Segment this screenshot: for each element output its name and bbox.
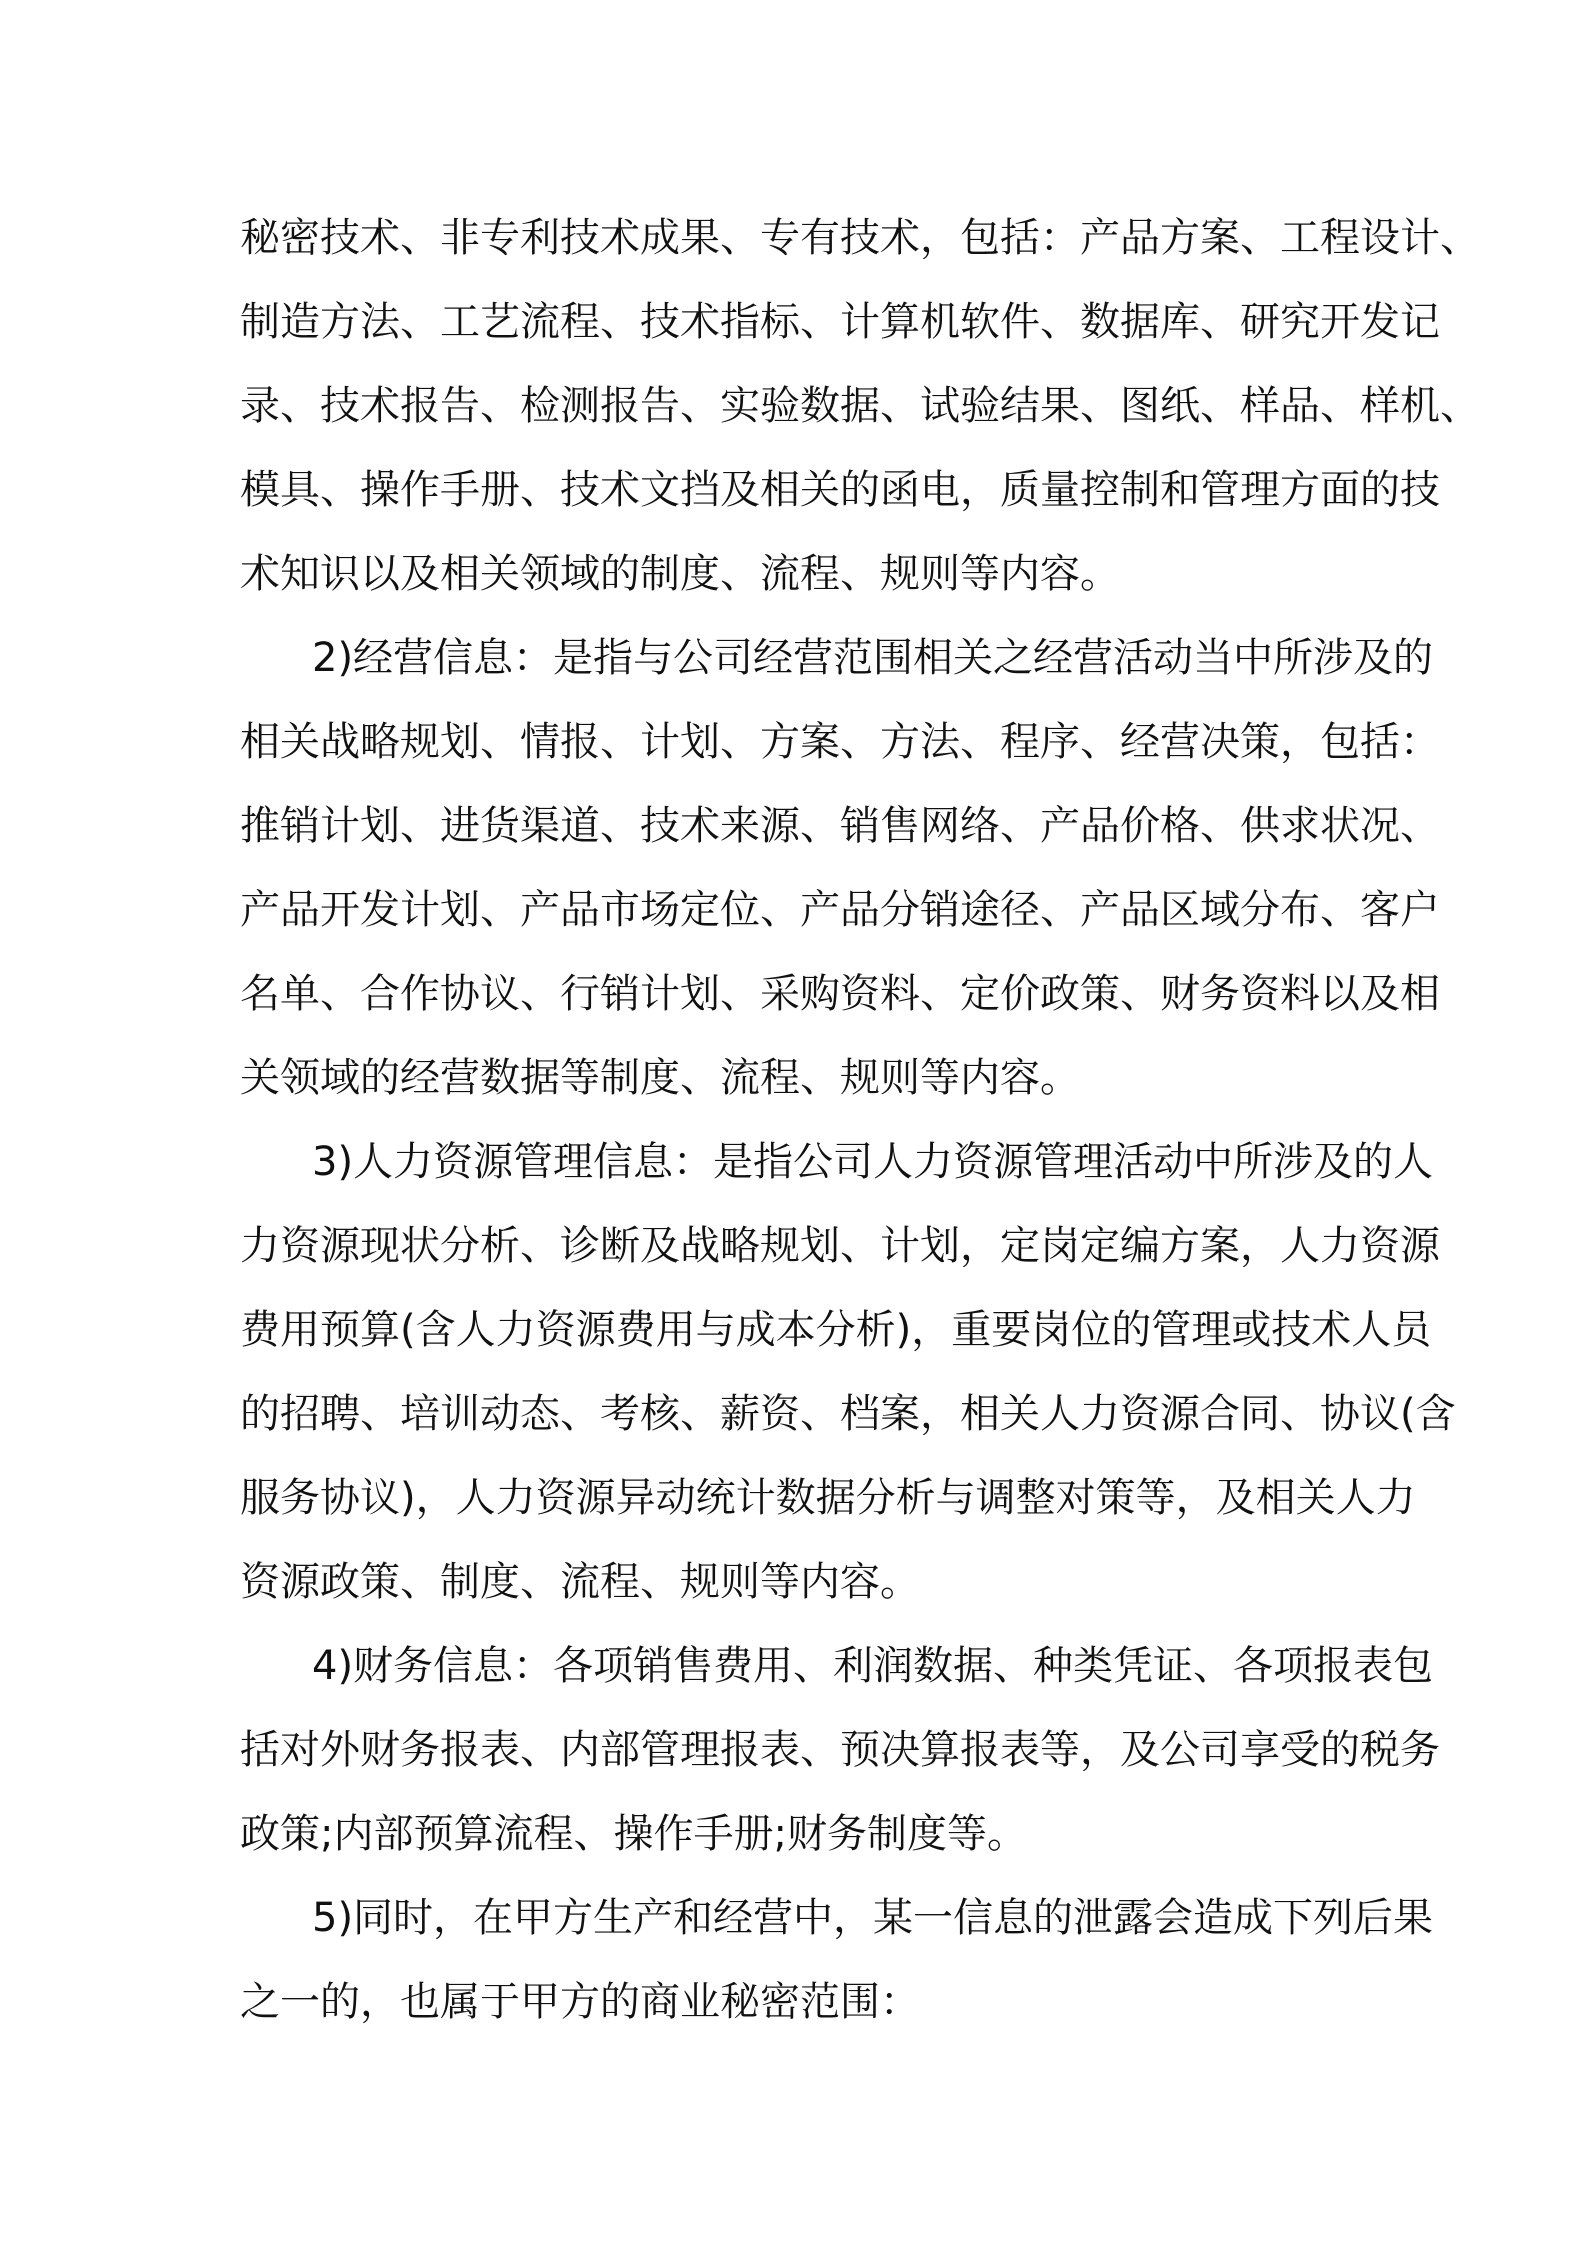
text-line: 推销计划、进货渠道、技术来源、销售网络、产品价格、供求状况、	[240, 803, 1440, 849]
text-line: 括对外财务报表、内部管理报表、预决算报表等，及公司享受的税务	[240, 1727, 1440, 1773]
text-line: 制造方法、工艺流程、技术指标、计算机软件、数据库、研究开发记	[240, 299, 1440, 345]
text-line: 相关战略规划、情报、计划、方案、方法、程序、经营决策，包括：	[240, 719, 1440, 765]
paragraph-business-info	[240, 616, 1440, 1120]
text-line: 产品开发计划、产品市场定位、产品分销途径、产品区域分布、客户	[240, 887, 1440, 933]
text-line: 资源政策、制度、流程、规则等内容。	[240, 1559, 920, 1605]
text-line: 力资源现状分析、诊断及战略规划、计划，定岗定编方案，人力资源	[240, 1223, 1440, 1269]
document-body	[240, 196, 1480, 2044]
paragraph-disclosure-consequences	[240, 1876, 1434, 2044]
text-line: 之一的，也属于甲方的商业秘密范围：	[240, 1979, 920, 2025]
text-line: 费用预算(含人力资源费用与成本分析)，重要岗位的管理或技术人员	[240, 1307, 1432, 1353]
paragraph-financial-info	[240, 1624, 1440, 1876]
text-line: 3)人力资源管理信息：是指公司人力资源管理活动中所涉及的人	[312, 1139, 1434, 1185]
text-line: 名单、合作协议、行销计划、采购资料、定价政策、财务资料以及相	[240, 971, 1440, 1017]
text-line: 服务协议)，人力资源异动统计数据分析与调整对策等，及相关人力	[240, 1475, 1416, 1521]
text-line: 5)同时，在甲方生产和经营中，某一信息的泄露会造成下列后果	[312, 1895, 1434, 1941]
text-line: 关领域的经营数据等制度、流程、规则等内容。	[240, 1055, 1080, 1101]
text-line: 2)经营信息：是指与公司经营范围相关之经营活动当中所涉及的	[312, 635, 1434, 681]
text-line: 的招聘、培训动态、考核、薪资、档案，相关人力资源合同、协议(含	[240, 1391, 1456, 1437]
text-line: 政策;内部预算流程、操作手册;财务制度等。	[240, 1811, 1027, 1857]
text-line: 模具、操作手册、技术文挡及相关的函电，质量控制和管理方面的技	[240, 467, 1440, 513]
text-line: 4)财务信息：各项销售费用、利润数据、种类凭证、各项报表包	[312, 1643, 1434, 1689]
text-line: 秘密技术、非专利技术成果、专有技术，包括：产品方案、工程设计、	[240, 215, 1480, 261]
paragraph-hr-info	[240, 1120, 1456, 1624]
text-line: 录、技术报告、检测报告、实验数据、试验结果、图纸、样品、样机、	[240, 383, 1480, 429]
text-line: 术知识以及相关领域的制度、流程、规则等内容。	[240, 551, 1120, 597]
paragraph-technical-info-continued	[240, 196, 1480, 616]
